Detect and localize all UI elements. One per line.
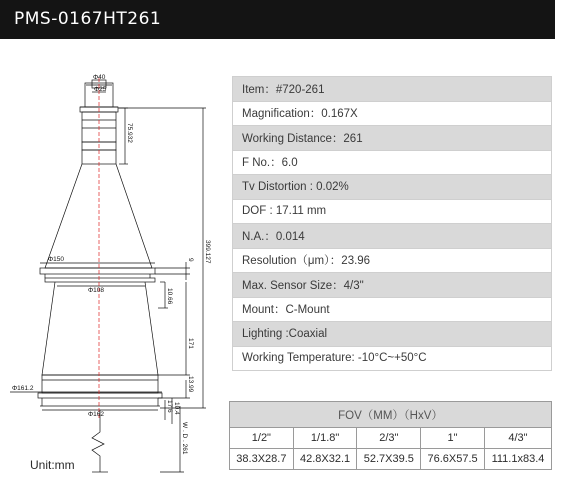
fov-value: 42.8X32.1 [293, 449, 357, 470]
fov-value: 76.6X57.5 [421, 449, 485, 470]
dim-base-t: 13.99 [187, 376, 194, 393]
fov-value: 52.7X39.5 [357, 449, 421, 470]
flange [40, 268, 155, 274]
dim-top-dia: Φ40 [93, 74, 106, 81]
fov-sizes-row [230, 428, 552, 449]
dim-gap: 10.66 [166, 288, 173, 305]
dim-upper-len: 75.932 [126, 123, 133, 143]
title-bar [0, 0, 555, 39]
spec-lighting: Lighting :Coaxial [232, 322, 552, 347]
fov-size: 2/3" [357, 428, 421, 449]
spec-working-temperature: Working Temperature: -10°C~+50°C [232, 347, 552, 372]
fov-title: FOV（MM）（HxV） [230, 402, 552, 428]
dim-cone-len: 171 [187, 338, 194, 349]
dim-flange-t: 9 [187, 258, 194, 262]
dim-bottom-dia: Φ162 [88, 411, 105, 418]
spec-working-distance: Working Distance：261 [232, 126, 552, 151]
fov-size: 4/3" [484, 428, 551, 449]
page-title: PMS-0167HT261 [14, 9, 162, 29]
spec-na: N.A.：0.014 [232, 224, 552, 249]
unit-label: Unit:mm [30, 458, 75, 472]
dim-inner-dia: Φ25 [94, 86, 107, 93]
dim-mid-dia: Φ108 [88, 287, 105, 294]
fov-header-row [230, 402, 552, 428]
dim-total-len: 399.127 [204, 240, 211, 264]
dim-base-dia: Φ161.2 [12, 385, 34, 392]
lens-drawing [0, 40, 225, 485]
fov-value: 111.1x83.4 [484, 449, 551, 470]
spec-max-sensor: Max. Sensor Size：4/3" [232, 273, 552, 298]
fov-size: 1/1.8" [293, 428, 357, 449]
fov-table [229, 401, 552, 470]
fov-values-row [230, 449, 552, 470]
fov-size: 1/2" [230, 428, 294, 449]
spec-f-number: F No.：6.0 [232, 151, 552, 176]
fov-value: 38.3X28.7 [230, 449, 294, 470]
spec-item: Item：#720-261 [232, 77, 552, 102]
fov-size: 1" [421, 428, 485, 449]
dim-a: 17.6 [166, 400, 173, 413]
spec-mount: Mount：C-Mount [232, 298, 552, 323]
spec-magnification: Magnification：0.167X [232, 102, 552, 127]
dim-flange-dia: Φ150 [48, 256, 65, 263]
dim-b: 10.4 [173, 402, 180, 415]
spec-resolution: Resolution（μm）：23.96 [232, 249, 552, 274]
spec-list [232, 76, 552, 371]
spec-dof: DOF : 17.11 mm [232, 200, 552, 225]
dim-working-distance: W . D . 261 [181, 422, 188, 455]
spec-tv-distortion: Tv Distortion : 0.02% [232, 175, 552, 200]
